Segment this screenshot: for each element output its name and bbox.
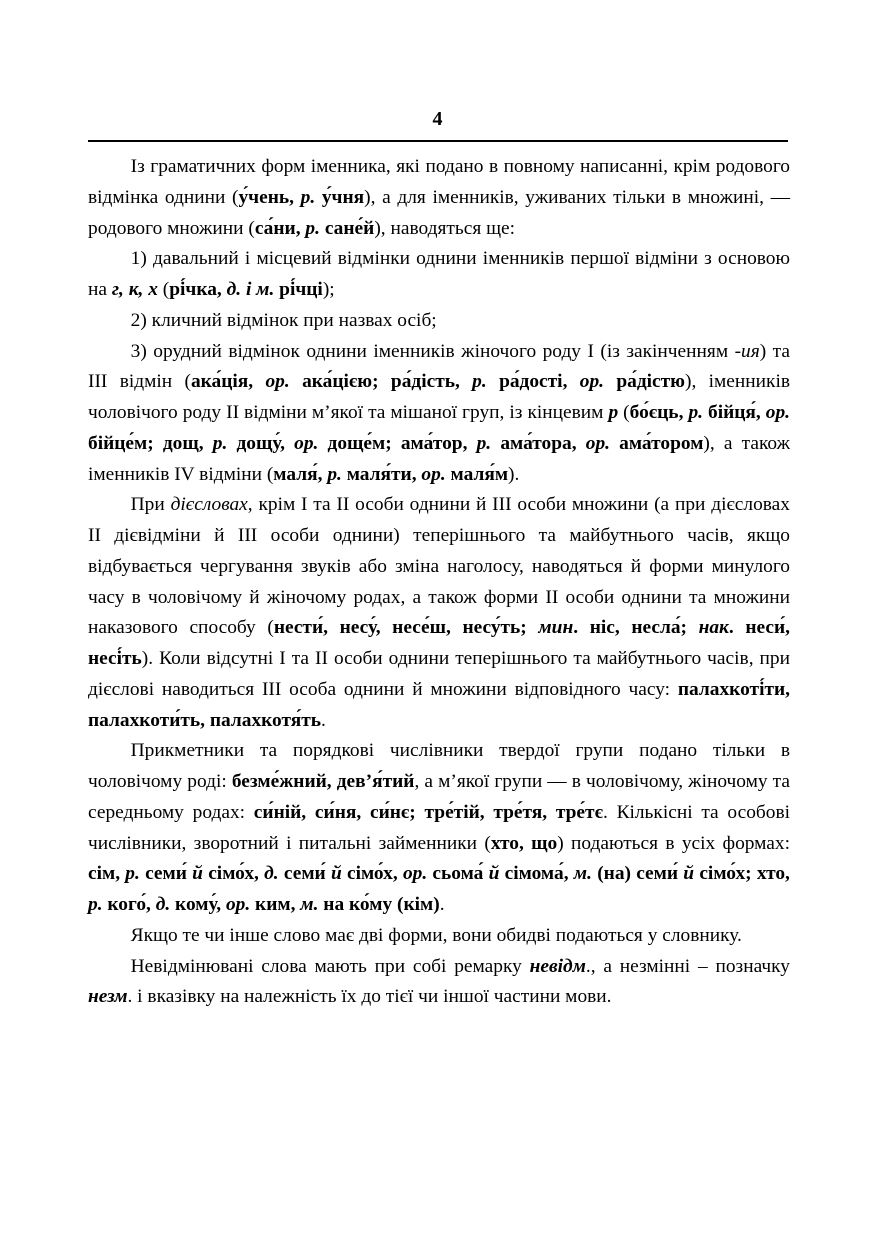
- text-run: сьома́: [432, 863, 489, 885]
- text-run: ор.: [579, 371, 617, 393]
- text-run: ).: [508, 463, 520, 485]
- paragraph: [88, 337, 790, 491]
- text-run: сімома́,: [504, 863, 574, 885]
- text-run: сімо́х,: [346, 863, 403, 885]
- text-run: р: [608, 402, 624, 423]
- text-run: палахкоті́ти, палахкоти́ть, палахкотя́ть: [88, 678, 790, 731]
- text-run: у́чня: [321, 186, 365, 208]
- text-run: 1) давальний і місцевий відмінки однини іменників першої відміни з основою на: [88, 248, 790, 300]
- text-run: );: [322, 279, 335, 300]
- text-run: й: [488, 863, 505, 885]
- text-run: бійце́м; дощ,: [88, 432, 213, 454]
- text-run: р.: [212, 432, 237, 454]
- text-run: При: [130, 494, 171, 516]
- text-run: -ия: [734, 340, 760, 362]
- text-run: ор.: [225, 894, 256, 915]
- text-run: ., а незмінні: [585, 955, 698, 977]
- text-run: .: [321, 709, 326, 731]
- text-run: (: [162, 279, 170, 300]
- paragraph: [88, 306, 790, 337]
- text-run: (на) семи́: [597, 863, 684, 885]
- text-run: .: [439, 894, 445, 915]
- paragraph: [88, 952, 790, 1014]
- text-run: дощу́,: [236, 432, 295, 454]
- text-run: р.: [327, 463, 347, 485]
- text-run: са́ни,: [254, 217, 306, 239]
- text-run: ама́тора,: [500, 432, 586, 454]
- text-run: . і вказівку на належність їх до тієї чи іншої частини мови.: [127, 986, 612, 1008]
- text-run: (: [623, 402, 630, 423]
- text-run: ) та ІІІ відмін (: [88, 340, 790, 393]
- text-run: . Кількісні та особові числівники, зворотний і питальні займенники (: [88, 801, 791, 854]
- text-run: у́чень,: [238, 186, 301, 208]
- text-run: рі́чка,: [169, 279, 227, 300]
- page-number: 4: [432, 108, 443, 130]
- text-run: 3) орудний відмінок однини іменників жіночого роду І (із закінченням: [130, 340, 735, 362]
- text-run: , а м’якої групи — в чоловічому, жіночому та середньому родах:: [88, 771, 790, 823]
- text-run: маля́ти,: [346, 463, 422, 485]
- text-run: ), а також іменників IV відміни (: [88, 432, 791, 485]
- text-run: ким,: [255, 894, 301, 915]
- text-run: р.: [88, 894, 108, 915]
- text-run: ра́дості,: [499, 371, 580, 393]
- text-run: ра́дістю: [616, 371, 685, 393]
- text-run: Прикметники та порядкові числівники твердої групи подано тільки в чоловічому роді:: [88, 740, 790, 792]
- text-run: мин: [538, 617, 574, 639]
- text-run: нести́, несу́, несе́ш, несу́ть;: [273, 617, 539, 639]
- text-run: доще́м; ама́тор,: [327, 432, 477, 454]
- text-run: 2) кличний відмінок при назвах осіб;: [130, 309, 437, 331]
- text-run: й: [192, 863, 209, 885]
- text-run: . ніс, несла́;: [573, 617, 699, 639]
- text-run: сімо́х,: [208, 863, 265, 885]
- text-run: ор.: [402, 863, 433, 885]
- text-run: маля́,: [273, 463, 328, 485]
- text-run: рі́чці: [279, 279, 323, 300]
- text-run: ), а для іменників, уживаних тільки в множині, — родового множини (: [88, 186, 791, 239]
- text-run: невідм: [529, 955, 586, 977]
- text-run: д.: [155, 894, 176, 915]
- text-run: хто, що: [490, 832, 558, 854]
- page-body: [88, 152, 790, 1013]
- text-run: сімо́х; хто,: [699, 863, 790, 885]
- paragraph: [88, 244, 790, 306]
- text-run: р.: [476, 432, 501, 454]
- text-run: д. і м.: [226, 279, 280, 300]
- paragraph: [88, 736, 790, 921]
- text-run: р.: [300, 186, 322, 208]
- text-run: семи́: [145, 863, 193, 885]
- text-run: г, к, х: [111, 279, 163, 300]
- text-run: Якщо те чи інше слово має дві форми, вони обидві подаються у словнику.: [130, 924, 742, 946]
- text-run: на ко́му (кім): [323, 894, 440, 915]
- text-run: маля́м: [450, 463, 509, 485]
- text-run: ), іменників чоловічого роду ІІ відміни м’якої та мішаної груп, із кінцевим: [88, 371, 790, 423]
- text-run: нак: [698, 617, 729, 639]
- header-divider: [88, 140, 788, 142]
- text-run: й: [683, 863, 700, 885]
- text-run: й: [330, 863, 347, 885]
- text-run: Невідмінювані слова мають при собі ремарку: [130, 955, 530, 977]
- text-run: семи́: [283, 863, 331, 885]
- text-run: бійця́,: [708, 402, 766, 423]
- text-run: сім,: [88, 863, 126, 885]
- text-run: ), наводяться ще:: [374, 217, 516, 239]
- text-run: си́ній, си́ня, си́нє; тре́тій, тре́тя, тре́тє: [253, 801, 603, 823]
- text-run: ака́ція,: [190, 371, 266, 393]
- text-run: р.: [305, 217, 325, 239]
- paragraph: [88, 921, 790, 952]
- text-run: ака́цією; ра́дість,: [302, 371, 473, 393]
- text-run: сане́й: [324, 217, 375, 239]
- text-run: кому́,: [175, 894, 226, 915]
- text-run: д.: [264, 863, 284, 885]
- text-run: р.: [472, 371, 500, 393]
- paragraph: [88, 152, 790, 244]
- text-run: . неси́, несі́ть: [88, 617, 790, 669]
- text-run: ор.: [585, 432, 620, 454]
- text-run: р.: [688, 402, 708, 423]
- text-run: ор.: [265, 371, 303, 393]
- text-run: ор.: [765, 402, 791, 423]
- text-run: ор.: [421, 463, 451, 485]
- paragraph: [88, 490, 790, 736]
- text-run: дієсловах: [170, 494, 248, 516]
- text-run: Із граматичних форм іменника, які подано в повному написанні, крім родового відмінка однини (: [88, 156, 790, 208]
- text-run: безме́жний, дев’я́тий: [231, 771, 415, 792]
- text-run: кого́,: [107, 894, 156, 915]
- text-run: бо́єць,: [629, 402, 689, 423]
- text-run: – позначку: [697, 955, 791, 977]
- text-run: , крім І та ІІ особи однини й ІІІ особи множини (а при дієсловах ІІ дієвідміни й ІІІ особи однини) теперішнього та майбутнього часів, якщо відбувається чергування звуків або зміна наголосу, наводяться й форми минулого часу в чоловічому й жіночому родах, а також форми ІІ особи однини та множини наказового способу (: [88, 494, 790, 639]
- text-run: м.: [300, 894, 324, 915]
- text-run: р.: [125, 863, 146, 885]
- text-run: ) подаються в усіх формах:: [557, 832, 791, 854]
- text-run: ). Коли відсутні І та ІІ особи однини теперішнього та майбутнього часів, при дієслові наводиться ІІІ особа однини й множини відповідного часу:: [88, 648, 790, 700]
- text-run: незм: [88, 986, 128, 1008]
- text-run: ор.: [294, 432, 328, 454]
- text-run: м.: [573, 863, 598, 885]
- text-run: ама́тором: [619, 432, 704, 454]
